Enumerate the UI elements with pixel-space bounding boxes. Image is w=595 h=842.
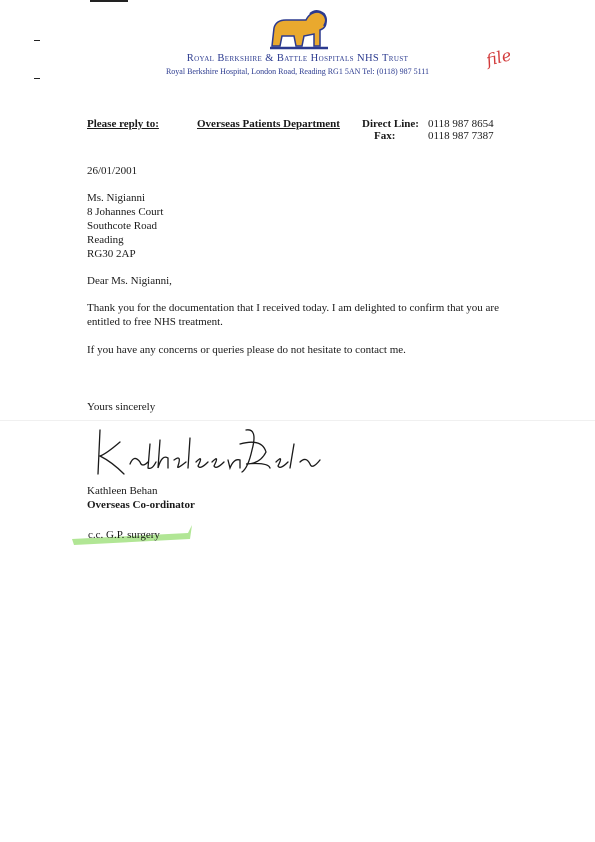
letter-date: 26/01/2001 — [87, 165, 138, 177]
direct-line-label: Direct Line: — [362, 118, 419, 130]
address-line: Southcote Road — [87, 220, 157, 232]
signature-image — [90, 424, 340, 480]
salutation: Dear Ms. Nigianni, — [87, 275, 172, 287]
scan-mark-left-1 — [34, 40, 40, 41]
signatory-title: Overseas Co-ordinator — [87, 499, 195, 511]
fax-label: Fax: — [374, 130, 396, 142]
scan-mark-top — [90, 0, 128, 2]
recipient-address — [87, 191, 163, 261]
address-line: RG30 2AP — [87, 248, 136, 260]
signatory-name: Kathleen Behan — [87, 485, 158, 497]
body-paragraph: Thank you for the documentation that I received today. I am delighted to confirm that you are entitled to free NHS treatment. — [87, 302, 499, 328]
scan-mark-left-2 — [34, 78, 40, 79]
department-name: Overseas Patients Department — [197, 118, 340, 130]
body-paragraph: If you have any concerns or queries please do not hesitate to contact me. — [87, 344, 406, 356]
file-annotation: file — [484, 45, 514, 70]
closing: Yours sincerely — [87, 401, 156, 413]
address-line: Ms. Nigianni — [87, 192, 146, 204]
fax-number: 0118 987 7387 — [428, 130, 494, 142]
reply-label: Please reply to: — [87, 118, 159, 130]
address-line: Reading — [87, 234, 124, 246]
trust-address: Royal Berkshire Hospital, London Road, Reading RG1 5AN Tel: (0118) 987 5111 — [165, 67, 430, 76]
cc-line: c.c. G.P. surgery — [88, 529, 160, 541]
trust-name: Royal Berkshire & Battle Hospitals NHS Trust — [186, 53, 409, 64]
lion-icon — [266, 6, 332, 52]
address-line: 8 Johannes Court — [87, 206, 164, 218]
scan-mark-fold — [0, 420, 595, 421]
direct-line-number: 0118 987 8654 — [428, 118, 494, 130]
